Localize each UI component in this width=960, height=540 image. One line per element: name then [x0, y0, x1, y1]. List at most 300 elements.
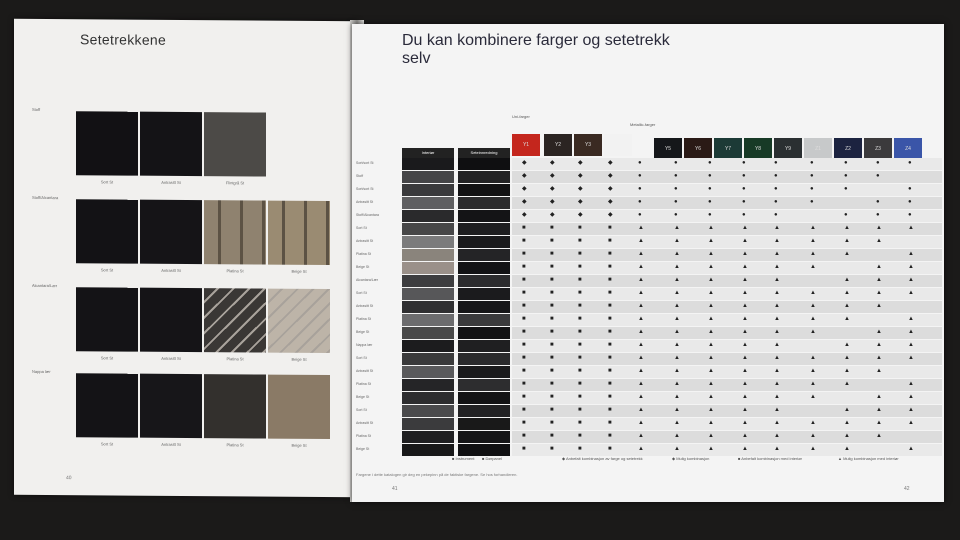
- interior-swatch: [402, 301, 454, 313]
- combination-mark: ▲: [876, 394, 882, 400]
- row-label: Beige St: [356, 265, 370, 269]
- combination-mark: ▲: [742, 303, 748, 309]
- combination-mark: ▲: [908, 407, 914, 413]
- legend-item: ◆ Mulig kombinasjon: [672, 456, 710, 461]
- interior-swatch: [402, 184, 454, 196]
- combination-mark: ▲: [774, 407, 780, 413]
- row-label: Antrasitt St: [356, 369, 374, 373]
- combination-mark: ■: [550, 251, 554, 257]
- combination-mark: ▲: [674, 407, 680, 413]
- combination-mark: ▲: [810, 251, 816, 257]
- seat-swatch: [458, 366, 510, 378]
- seat-swatch: [458, 405, 510, 417]
- combination-mark: ◆: [550, 173, 555, 179]
- combination-mark: ▲: [774, 394, 780, 400]
- interior-swatch: [402, 249, 454, 261]
- combination-mark: ▲: [810, 381, 816, 387]
- combination-mark: ▲: [844, 238, 850, 244]
- combination-mark: ▲: [810, 303, 816, 309]
- combination-mark: ▲: [708, 264, 714, 270]
- combination-mark: ▲: [876, 420, 882, 426]
- combination-mark: ◆: [522, 186, 527, 192]
- row-label: Platina St: [356, 382, 371, 386]
- fabric-swatch: [204, 200, 266, 274]
- combination-mark: ▲: [908, 381, 914, 387]
- combination-mark: ▲: [742, 277, 748, 283]
- combination-mark: ▲: [876, 225, 882, 231]
- combination-mark: ●: [774, 173, 778, 179]
- combination-mark: ▲: [638, 277, 644, 283]
- combination-mark: ■: [522, 290, 526, 296]
- combination-mark: ▲: [774, 433, 780, 439]
- legend-item: ■ Dørpanel: [482, 456, 502, 461]
- combination-mark: ▲: [810, 329, 816, 335]
- combination-mark: ▲: [638, 290, 644, 296]
- combination-mark: ●: [742, 186, 746, 192]
- combination-mark: ■: [550, 277, 554, 283]
- combination-mark: ▲: [844, 277, 850, 283]
- row-label: Alcantara/Lær: [356, 278, 378, 282]
- combination-mark: ▲: [908, 264, 914, 270]
- combination-mark: ▲: [774, 303, 780, 309]
- row-label: Sort St: [356, 291, 367, 295]
- combination-mark: ◆: [578, 160, 583, 166]
- swatch-caption: Sort St: [100, 355, 114, 361]
- seat-swatch: [458, 288, 510, 300]
- combination-mark: ▲: [638, 407, 644, 413]
- combination-mark: ▲: [674, 264, 680, 270]
- combination-mark: ◆: [578, 173, 583, 179]
- seat-swatch: [458, 379, 510, 391]
- fabric-swatch: [76, 111, 138, 185]
- combination-mark: ▲: [908, 251, 914, 257]
- combination-mark: ◆: [522, 199, 527, 205]
- interior-swatch: [402, 262, 454, 274]
- combination-mark: ■: [608, 342, 612, 348]
- combination-mark: ▲: [742, 329, 748, 335]
- seat-swatch: [458, 223, 510, 235]
- interior-swatch: [402, 392, 454, 404]
- combination-mark: ▲: [810, 316, 816, 322]
- combination-mark: ■: [522, 329, 526, 335]
- seat-swatch: [458, 444, 510, 456]
- combination-mark: ■: [522, 381, 526, 387]
- color-chip: Z3: [864, 138, 892, 160]
- combination-mark: ■: [550, 394, 554, 400]
- combination-mark: ◆: [522, 173, 527, 179]
- combination-mark: ●: [708, 186, 712, 192]
- interior-swatch: [402, 223, 454, 235]
- combination-mark: ◆: [608, 199, 613, 205]
- row-label: Sort/sort St: [356, 161, 374, 165]
- combination-mark: ■: [550, 433, 554, 439]
- combination-mark: ▲: [708, 303, 714, 309]
- combination-mark: ▲: [908, 446, 914, 452]
- combination-mark: ▲: [674, 225, 680, 231]
- combination-mark: ■: [578, 342, 582, 348]
- combination-mark: ●: [844, 173, 848, 179]
- swatch-caption: Platina St: [226, 356, 244, 362]
- legend-item: ■ Anbefalt kombinasjon med interiør: [738, 456, 803, 461]
- fabric-swatch: [140, 374, 202, 447]
- combination-mark: ■: [578, 303, 582, 309]
- combination-mark: ▲: [844, 303, 850, 309]
- combination-mark: ■: [578, 251, 582, 257]
- column-header-seat: Seteinnredning: [458, 148, 510, 158]
- swatch-caption: Sort St: [100, 179, 114, 185]
- combination-mark: ●: [708, 173, 712, 179]
- combination-mark: ▲: [674, 394, 680, 400]
- swatch-caption: Antrasitt St: [161, 179, 181, 185]
- color-chip: Y3: [574, 134, 602, 156]
- combination-mark: ■: [578, 316, 582, 322]
- seat-swatch: [458, 314, 510, 326]
- combination-mark: ▲: [844, 368, 850, 374]
- combination-mark: ▲: [774, 316, 780, 322]
- page-number-left: 41: [392, 486, 398, 492]
- combination-mark: ■: [578, 225, 582, 231]
- page-title: Setetrekkene: [80, 31, 167, 48]
- combination-mark: ▲: [674, 303, 680, 309]
- combination-mark: ▲: [674, 342, 680, 348]
- combination-mark: ▲: [638, 381, 644, 387]
- seat-swatch: [458, 431, 510, 443]
- combination-mark: ●: [876, 212, 880, 218]
- combination-mark: ●: [742, 173, 746, 179]
- combination-mark: ■: [522, 420, 526, 426]
- combination-mark: ▲: [674, 277, 680, 283]
- swatch-caption: Antrasitt St: [161, 267, 181, 273]
- combination-mark: ▲: [674, 290, 680, 296]
- combination-mark: ▲: [774, 381, 780, 387]
- combination-mark: ●: [638, 173, 642, 179]
- page-number: 40: [66, 475, 72, 482]
- combination-mark: ●: [774, 186, 778, 192]
- combination-mark: ▲: [876, 238, 882, 244]
- combination-mark: ●: [708, 160, 712, 166]
- combination-mark: ■: [522, 264, 526, 270]
- combination-mark: ■: [550, 381, 554, 387]
- interior-swatch: [402, 379, 454, 391]
- combination-mark: ■: [522, 342, 526, 348]
- fabric-swatch: [76, 199, 138, 273]
- combination-mark: ▲: [638, 368, 644, 374]
- combination-mark: ▲: [876, 303, 882, 309]
- combination-mark: ▲: [742, 355, 748, 361]
- table-row: [512, 444, 942, 456]
- combination-mark: ■: [578, 238, 582, 244]
- combination-mark: ■: [522, 251, 526, 257]
- combination-mark: ▲: [708, 446, 714, 452]
- combination-mark: ▲: [908, 290, 914, 296]
- fabric-swatch: [204, 374, 266, 448]
- combination-mark: ▲: [908, 316, 914, 322]
- combination-mark: ■: [550, 446, 554, 452]
- combination-mark: ◆: [608, 186, 613, 192]
- combination-mark: ▲: [774, 264, 780, 270]
- interior-swatch: [402, 275, 454, 287]
- combination-mark: ●: [674, 212, 678, 218]
- combination-mark: ▲: [638, 238, 644, 244]
- combination-mark: ▲: [810, 433, 816, 439]
- combination-mark: ▲: [708, 238, 714, 244]
- combination-mark: ●: [674, 173, 678, 179]
- combination-mark: ▲: [674, 368, 680, 374]
- page-title: Du kan kombinere farger og setetrekk selv: [402, 32, 670, 67]
- left-page: [14, 19, 358, 497]
- swatch-row-label: Nappa lær: [32, 368, 51, 375]
- combination-mark: ▲: [876, 290, 882, 296]
- swatch-caption: Platina St: [226, 268, 244, 274]
- interior-swatch: [402, 314, 454, 326]
- table-row: [512, 379, 942, 391]
- seat-swatch: [458, 262, 510, 274]
- combination-mark: ▲: [638, 342, 644, 348]
- combination-mark: ▲: [638, 303, 644, 309]
- color-chip: Y6: [684, 138, 712, 160]
- combination-mark: ■: [522, 238, 526, 244]
- combination-mark: ●: [908, 160, 912, 166]
- swatch-caption: Sort St: [100, 267, 114, 273]
- row-label: Stoff: [356, 174, 364, 178]
- combination-mark: ▲: [908, 277, 914, 283]
- interior-swatch: [402, 327, 454, 339]
- swatch-row-label: Stoff/Alcantara: [32, 194, 59, 201]
- combination-mark: ▲: [774, 329, 780, 335]
- combination-mark: ▲: [844, 342, 850, 348]
- combination-mark: ▲: [774, 342, 780, 348]
- combination-mark: ▲: [844, 407, 850, 413]
- seat-swatch: [458, 353, 510, 365]
- combination-mark: ▲: [742, 225, 748, 231]
- combination-mark: ■: [578, 264, 582, 270]
- seat-swatch: [458, 158, 510, 170]
- table-row: [512, 249, 942, 261]
- seat-swatch: [458, 210, 510, 222]
- combination-mark: ▲: [774, 225, 780, 231]
- combination-mark: ●: [638, 160, 642, 166]
- combination-mark: ●: [810, 160, 814, 166]
- combination-mark: ▲: [908, 225, 914, 231]
- combination-mark: ●: [876, 199, 880, 205]
- row-label: Platina St: [356, 434, 371, 438]
- row-label: Antrasitt St: [356, 200, 374, 204]
- combination-mark: ▲: [638, 329, 644, 335]
- combination-mark: ▲: [742, 316, 748, 322]
- fabric-swatch: [140, 112, 202, 185]
- combination-mark: ■: [550, 420, 554, 426]
- combination-mark: ▲: [810, 446, 816, 452]
- combination-mark: ■: [522, 316, 526, 322]
- combination-mark: ●: [708, 212, 712, 218]
- swatch-row: [76, 287, 330, 362]
- combination-mark: ▲: [708, 433, 714, 439]
- combination-mark: ▲: [708, 316, 714, 322]
- combination-mark: ▲: [742, 290, 748, 296]
- combination-mark: ▲: [810, 238, 816, 244]
- combination-mark: ●: [908, 212, 912, 218]
- swatch-caption: Antrasitt St: [161, 355, 181, 361]
- combination-mark: ▲: [908, 394, 914, 400]
- seat-swatch: [458, 249, 510, 261]
- combination-mark: ▲: [810, 264, 816, 270]
- combination-mark: ◆: [578, 199, 583, 205]
- group-header-metallic: Metallic-farger: [630, 122, 656, 127]
- combination-mark: ■: [550, 342, 554, 348]
- combination-mark: ▲: [674, 381, 680, 387]
- combination-mark: ■: [608, 420, 612, 426]
- combination-mark: ▲: [708, 420, 714, 426]
- combination-mark: ■: [578, 433, 582, 439]
- combination-mark: ▲: [674, 251, 680, 257]
- combination-mark: ▲: [638, 420, 644, 426]
- combination-mark: ■: [608, 355, 612, 361]
- combination-mark: ◆: [550, 160, 555, 166]
- combination-mark: ■: [608, 290, 612, 296]
- combination-mark: ●: [876, 173, 880, 179]
- combination-mark: ●: [638, 186, 642, 192]
- interior-swatch: [402, 340, 454, 352]
- color-chip: Y5: [654, 138, 682, 160]
- combination-mark: ■: [608, 225, 612, 231]
- combination-mark: ●: [844, 160, 848, 166]
- color-chip: Y2: [544, 134, 572, 156]
- row-label: Sort St: [356, 356, 367, 360]
- combination-mark: ■: [550, 264, 554, 270]
- combination-mark: ●: [742, 199, 746, 205]
- combination-mark: ▲: [844, 290, 850, 296]
- combination-mark: ◆: [608, 212, 613, 218]
- seat-swatch: [458, 301, 510, 313]
- combination-mark: ■: [608, 303, 612, 309]
- row-label: Sort St: [356, 408, 367, 412]
- combination-mark: ▲: [810, 394, 816, 400]
- combination-mark: ▲: [844, 355, 850, 361]
- combination-mark: ■: [578, 355, 582, 361]
- combination-mark: ▲: [638, 251, 644, 257]
- swatch-caption: Antrasitt St: [161, 441, 181, 447]
- combination-mark: ▲: [742, 251, 748, 257]
- seat-swatch: [458, 171, 510, 183]
- seat-swatch: [458, 340, 510, 352]
- combination-mark: ▲: [810, 368, 816, 374]
- right-page: [352, 24, 944, 502]
- combination-mark: ●: [674, 160, 678, 166]
- combination-mark: ▲: [908, 342, 914, 348]
- combination-mark: ■: [608, 316, 612, 322]
- combination-mark: ▲: [876, 342, 882, 348]
- combination-mark: ▲: [774, 238, 780, 244]
- combination-mark: ▲: [876, 368, 882, 374]
- combination-mark: ▲: [708, 251, 714, 257]
- row-label: Sort St: [356, 226, 367, 230]
- swatch-row: [76, 373, 330, 448]
- fabric-swatch: [140, 200, 202, 273]
- combination-mark: ▲: [876, 277, 882, 283]
- combination-mark: ■: [608, 368, 612, 374]
- combination-mark: ■: [550, 407, 554, 413]
- combination-mark: ◆: [578, 212, 583, 218]
- fabric-swatch: [204, 112, 266, 186]
- combination-mark: ▲: [638, 225, 644, 231]
- combination-mark: ■: [608, 394, 612, 400]
- interior-swatch: [402, 444, 454, 456]
- combination-mark: ◆: [608, 173, 613, 179]
- combination-mark: ●: [742, 160, 746, 166]
- combination-mark: ▲: [708, 355, 714, 361]
- combination-mark: ▲: [638, 316, 644, 322]
- row-label: Sort/sort St: [356, 187, 374, 191]
- combination-mark: ▲: [708, 290, 714, 296]
- combination-mark: ▲: [638, 394, 644, 400]
- combination-mark: ■: [578, 290, 582, 296]
- legend-item: ▲ Mulig kombinasjon med interiør: [838, 456, 899, 461]
- combination-mark: ■: [522, 446, 526, 452]
- combination-mark: ■: [608, 381, 612, 387]
- combination-mark: ■: [550, 368, 554, 374]
- combination-mark: ▲: [810, 225, 816, 231]
- combination-mark: ●: [774, 199, 778, 205]
- combination-mark: ▲: [774, 446, 780, 452]
- combination-mark: ◆: [522, 212, 527, 218]
- combination-mark: ▲: [674, 238, 680, 244]
- seat-swatch: [458, 275, 510, 287]
- row-label: Beige St: [356, 395, 370, 399]
- combination-mark: ■: [578, 407, 582, 413]
- fabric-swatch: [76, 287, 138, 361]
- combination-mark: ▲: [708, 225, 714, 231]
- combination-mark: ●: [810, 186, 814, 192]
- combination-mark: ■: [578, 420, 582, 426]
- combination-mark: ■: [608, 264, 612, 270]
- combination-mark: ▲: [774, 277, 780, 283]
- combination-mark: ■: [578, 368, 582, 374]
- combination-mark: ■: [608, 329, 612, 335]
- row-label: Nappa lær: [356, 343, 373, 347]
- combination-mark: ▲: [708, 277, 714, 283]
- row-label: Beige St: [356, 447, 370, 451]
- combination-mark: ▲: [742, 446, 748, 452]
- combination-mark: ▲: [876, 433, 882, 439]
- combination-mark: ◆: [550, 186, 555, 192]
- combination-mark: ◆: [550, 199, 555, 205]
- row-label: Antrasitt St: [356, 421, 374, 425]
- combination-mark: ■: [550, 329, 554, 335]
- fabric-swatch: [268, 375, 330, 448]
- combination-mark: ▲: [708, 368, 714, 374]
- combination-mark: ◆: [578, 186, 583, 192]
- swatch-row: [76, 111, 266, 186]
- combination-mark: ▲: [810, 355, 816, 361]
- table-row: [512, 184, 942, 196]
- swatch-caption: Beige St: [291, 268, 307, 274]
- combination-mark: ■: [550, 238, 554, 244]
- fabric-swatch: [204, 288, 266, 362]
- row-label: Antrasitt St: [356, 304, 374, 308]
- interior-swatch: [402, 353, 454, 365]
- combination-mark: ■: [578, 329, 582, 335]
- combination-mark: ▲: [708, 381, 714, 387]
- group-header-uni: Uni-farger: [512, 114, 530, 119]
- interior-swatch: [402, 171, 454, 183]
- combination-mark: ▲: [774, 290, 780, 296]
- combination-mark: ■: [522, 407, 526, 413]
- combination-mark: ▲: [774, 355, 780, 361]
- color-chip: Z4: [894, 138, 922, 160]
- combination-mark: ■: [522, 355, 526, 361]
- column-header-interior: Interiør: [402, 148, 454, 158]
- combination-mark: ■: [578, 277, 582, 283]
